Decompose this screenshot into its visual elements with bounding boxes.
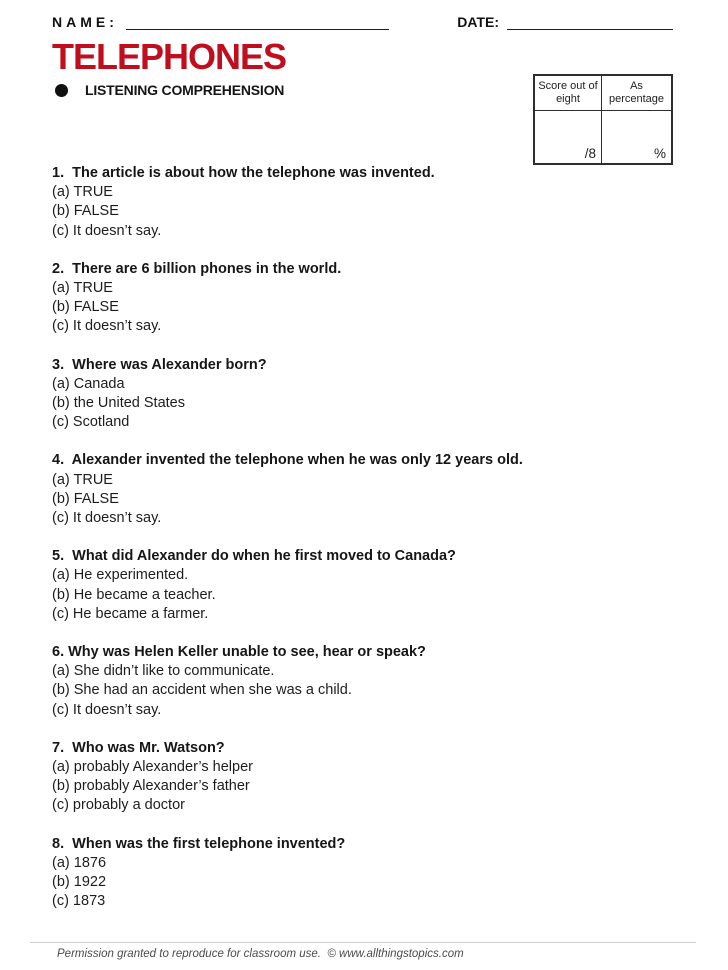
name-label: NAME: bbox=[52, 14, 118, 30]
footer-text: Permission granted to reproduce for classroom use. © www.allthingstopics.com bbox=[57, 948, 464, 960]
question-block-2 bbox=[52, 260, 673, 337]
page-title: TELEPHONES bbox=[52, 36, 287, 77]
question-option-c: (c) 1873 bbox=[52, 893, 106, 910]
question-block-8 bbox=[52, 835, 673, 912]
question-option-c: (c) It doesn’t say. bbox=[52, 701, 162, 718]
question-option-b: (b) FALSE bbox=[52, 203, 119, 220]
question-option-a: (a) TRUE bbox=[52, 471, 113, 488]
question-option-c: (c) He became a farmer. bbox=[52, 605, 209, 622]
question-heading: 1. The article is about how the telephone was invented. bbox=[52, 165, 435, 181]
score-table-header-percentage: As percentage bbox=[602, 76, 671, 111]
question-option-c: (c) It doesn’t say. bbox=[52, 510, 162, 527]
question-option-b: (b) probably Alexander’s father bbox=[52, 778, 250, 795]
question-heading: 2. There are 6 billion phones in the world. bbox=[52, 260, 342, 277]
date-blank-line bbox=[507, 17, 673, 30]
question-option-c: (c) It doesn’t say. bbox=[52, 318, 162, 335]
question-option-b: (b) the United States bbox=[52, 395, 185, 412]
footer bbox=[30, 942, 696, 960]
bullet-icon bbox=[55, 84, 68, 97]
date-label: DATE: bbox=[457, 14, 499, 30]
question-option-a: (a) Canada bbox=[52, 375, 125, 392]
question-option-a: (a) TRUE bbox=[52, 184, 113, 201]
question-option-b: (b) She had an accident when she was a child. bbox=[52, 682, 352, 699]
question-option-b: (b) FALSE bbox=[52, 490, 119, 507]
score-table bbox=[533, 74, 673, 165]
question-heading: 3. Where was Alexander born? bbox=[52, 356, 267, 373]
question-heading: 7. Who was Mr. Watson? bbox=[52, 739, 225, 756]
date-field bbox=[457, 14, 673, 30]
question-heading: 5. What did Alexander do when he first moved to Canada? bbox=[52, 548, 456, 565]
question-heading: 4. Alexander invented the telephone when he was only 12 years old. bbox=[52, 452, 523, 469]
percent-sign: % bbox=[653, 146, 666, 161]
question-option-b: (b) 1922 bbox=[52, 874, 107, 891]
score-out-of-eight-cell bbox=[535, 111, 602, 163]
question-block-4 bbox=[52, 451, 673, 528]
percentage-cell bbox=[602, 111, 671, 163]
header bbox=[52, 14, 673, 30]
question-option-c: (c) probably a doctor bbox=[52, 797, 185, 814]
question-option-c: (c) It doesn’t say. bbox=[52, 222, 162, 239]
subtitle: LISTENING COMPREHENSION bbox=[85, 82, 285, 98]
name-blank-line bbox=[126, 17, 389, 30]
question-option-b: (b) FALSE bbox=[52, 299, 119, 316]
name-field bbox=[52, 14, 389, 30]
question-heading: 8. When was the first telephone invented? bbox=[52, 835, 346, 852]
score-denominator: /8 bbox=[584, 146, 596, 161]
question-block-5 bbox=[52, 547, 673, 624]
question-option-a: (a) He experimented. bbox=[52, 567, 189, 584]
question-heading: 6. Why was Helen Keller unable to see, hear or speak? bbox=[52, 644, 426, 661]
questions-list bbox=[52, 164, 673, 912]
question-option-a: (a) 1876 bbox=[52, 854, 107, 871]
question-option-c: (c) Scotland bbox=[52, 414, 130, 431]
question-block-1 bbox=[52, 164, 673, 241]
question-block-6 bbox=[52, 643, 673, 720]
score-table-header-score: Score out of eight bbox=[535, 76, 602, 111]
question-option-a: (a) She didn’t like to communicate. bbox=[52, 663, 275, 680]
question-block-3 bbox=[52, 356, 673, 433]
question-option-b: (b) He became a teacher. bbox=[52, 586, 216, 603]
question-option-a: (a) TRUE bbox=[52, 280, 113, 297]
question-block-7 bbox=[52, 739, 673, 816]
question-option-a: (a) probably Alexander’s helper bbox=[52, 759, 253, 776]
